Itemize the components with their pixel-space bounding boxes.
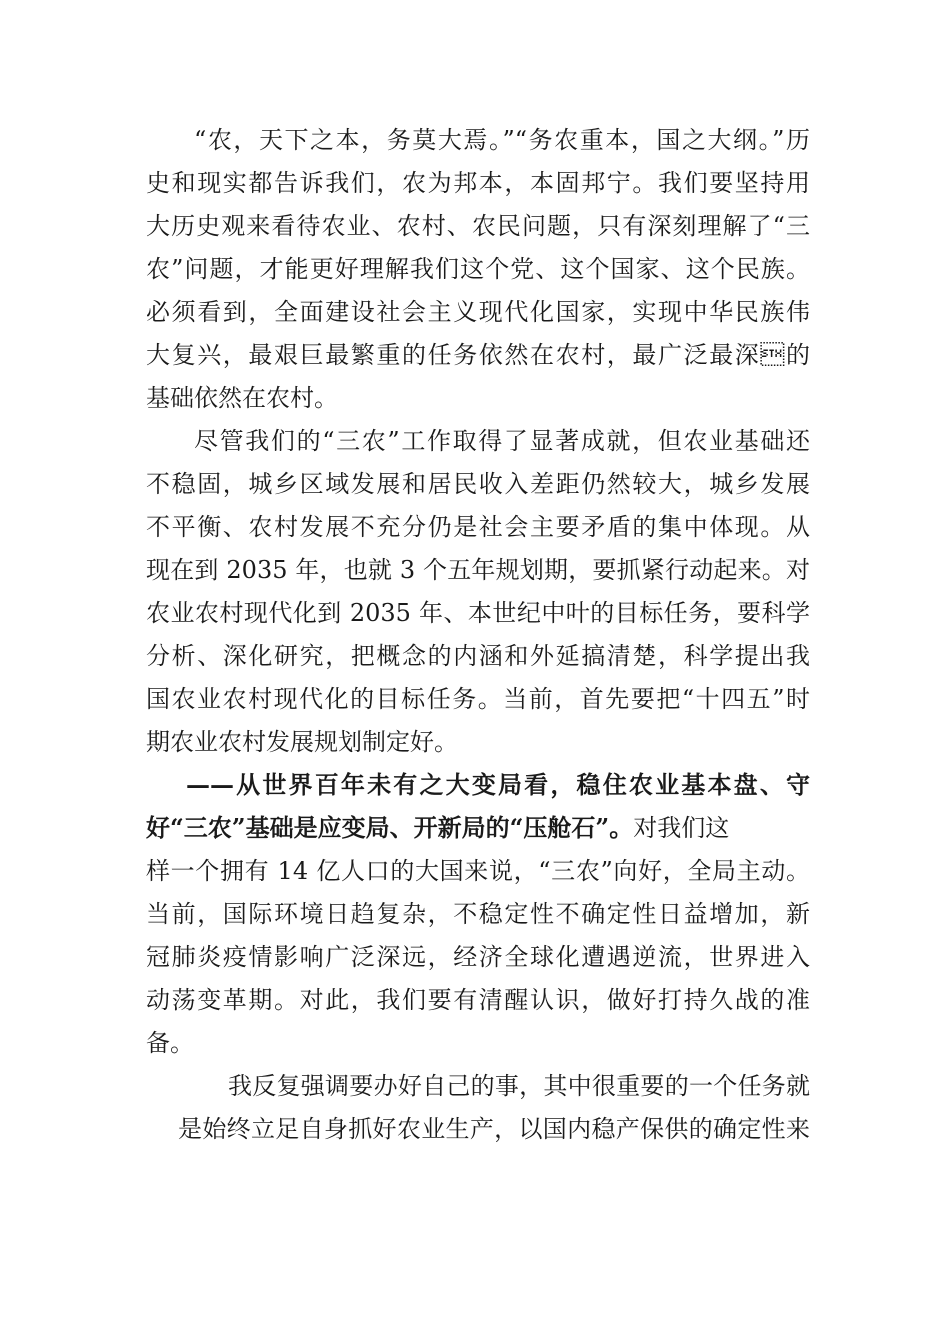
paragraph-1-line-4: 农”问题，才能更好理解我们这个党、这个国家、这个民族。 — [146, 255, 810, 283]
paragraph-1-line-1: “农，天下之本，务莫大焉。”“务农重本，国之大纲。”历 — [194, 126, 810, 154]
paragraph-3-line-4: 当前，国际环境日趋复杂，不稳定性不确定性日益增加，新 — [146, 900, 810, 928]
paragraph-2-line-3: 不平衡、农村发展不充分仍是社会主要矛盾的集中体现。从 — [146, 513, 810, 541]
paragraph-2-line-7: 国农业农村现代化的目标任务。当前，首先要把“十四五”时 — [146, 685, 810, 713]
paragraph-1-line-3: 大历史观来看待农业、农村、农民问题，只有深刻理解了“三 — [146, 212, 810, 240]
paragraph-1-line-2: 史和现实都告诉我们，农为邦本，本固邦宁。我们要坚持用 — [146, 169, 810, 197]
paragraph-3-line-3: 样一个拥有 14 亿人口的大国来说，“三农”向好，全局主动。 — [146, 857, 810, 885]
paragraph-2-line-1: 尽管我们的“三农”工作取得了显著成就，但农业基础还 — [194, 427, 810, 455]
paragraph-2-line-8: 期农业农村发展规划制定好。 — [146, 728, 458, 756]
paragraph-1-line-7: 基础依然在农村。 — [146, 384, 338, 412]
paragraph-2-line-2: 不稳固，城乡区域发展和居民收入差距仍然较大，城乡发展 — [146, 470, 810, 498]
paragraph-3-line-6: 动荡变革期。对此，我们要有清醒认识，做好打持久战的准 — [146, 986, 810, 1014]
paragraph-2-line-4: 现在到 2035 年，也就 3 个五年规划期，要抓紧行动起来。对 — [146, 556, 810, 584]
paragraph-3-line-2 — [146, 808, 810, 848]
paragraph-3-line-7: 备。 — [146, 1029, 194, 1057]
paragraph-3-line-5: 冠肺炎疫情影响广泛深远，经济全球化遭遇逆流，世界进入 — [146, 943, 810, 971]
paragraph-1-line-6: 大复兴，最艰巨最繁重的任务依然在农村，最广泛最深的 — [146, 341, 810, 369]
paragraph-1-line-5: 必须看到，全面建设社会主义现代化国家，实现中华民族伟 — [146, 298, 810, 326]
paragraph-2-line-5: 农业农村现代化到 2035 年、本世纪中叶的目标任务，要科学 — [146, 599, 810, 627]
paragraph-3-line-1: ——从世界百年未有之大变局看，稳住农业基本盘、守 — [186, 770, 810, 799]
paragraph-4-line-1: 我反复强调要办好自己的事，其中很重要的一个任务就 — [228, 1072, 810, 1100]
paragraph-2-line-6: 分析、深化研究，把概念的内涵和外延搞清楚，科学提出我 — [146, 642, 810, 670]
paragraph-3-line-2-bold: 好“三农”基础是应变局、开新局的“压舱石”。 — [146, 813, 634, 842]
paragraph-4-line-2: 是始终立足自身抓好农业生产，以国内稳产保供的确定性来 — [178, 1115, 810, 1143]
paragraph-3-line-2-rest: 对我们这 — [633, 814, 730, 842]
